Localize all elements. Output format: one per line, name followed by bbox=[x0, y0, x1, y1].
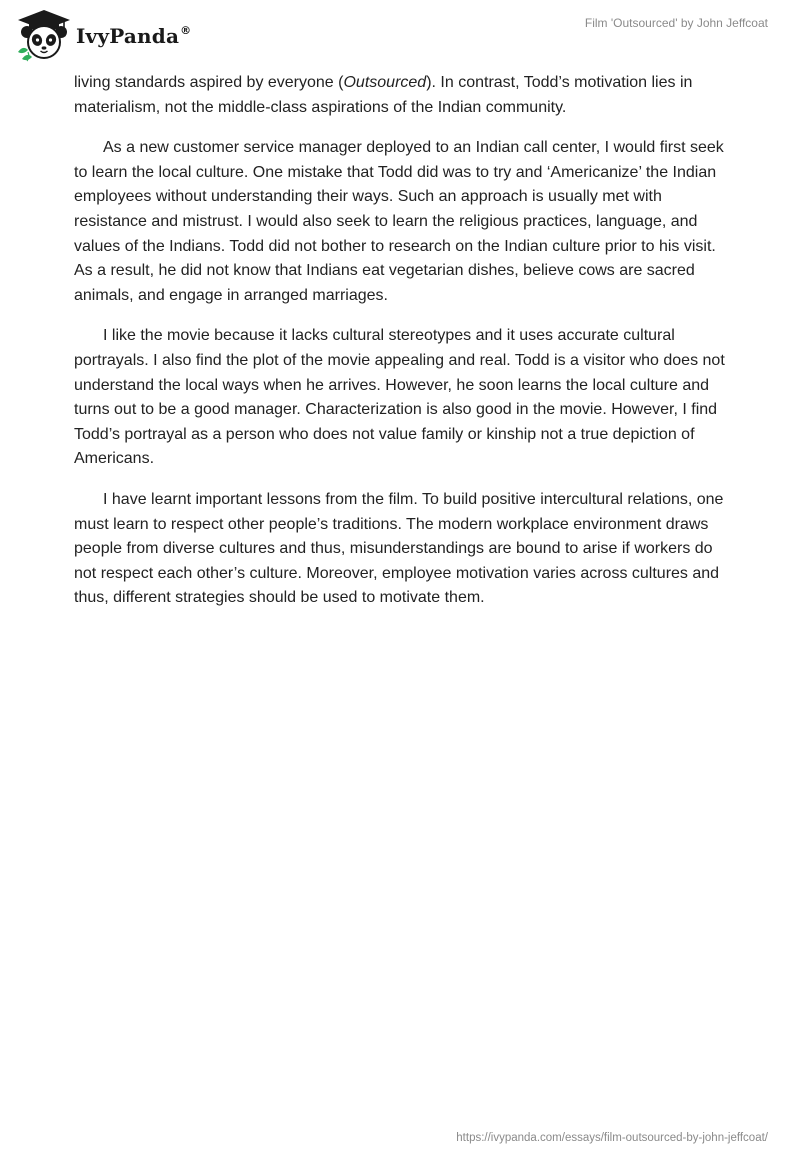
page-header bbox=[0, 0, 800, 70]
source-url-link[interactable]: https://ivypanda.com/essays/film-outsourced-by-john-jeffcoat/ bbox=[456, 1132, 768, 1144]
essay-body bbox=[74, 71, 734, 627]
paragraph-4: I have learnt important lessons from the film. To build positive intercultural relations, one must learn to respect other people’s traditions. The modern workplace environment draws people from diverse cultures and thus, misunderstandings are bound to arise if workers do not respect each other’s culture. Moreover, employee motivation varies across cultures and thus, different strategies should be used to motivate them. bbox=[74, 490, 724, 607]
paragraph-3: I like the movie because it lacks cultural stereotypes and it uses accurate cultural portrayals. I also find the plot of the movie appealing and real. Todd is a visitor who does not understand the local ways when he arrives. However, he soon learns the local culture and turns out to be a good manager. Characterization is also good in the movie. However, I find Todd’s portrayal as a person who does not value family or kinship not a true depiction of Americans. bbox=[74, 327, 725, 468]
document-title: Film 'Outsourced' by John Jeffcoat bbox=[584, 16, 768, 30]
panda-graduate-icon bbox=[14, 8, 74, 62]
paragraph-2: As a new customer service manager deployed to an Indian call center, I would first seek to learn the local culture. One mistake that Todd did was to try and ‘Americanize’ the Indian employees without understanding their ways. Such an approach is usually met with resistance and mistrust. I would also seek to learn the religious practices, language, and values of the Indians. Todd did not bother to research on the Indian culture prior to his visit. As a result, he did not know that Indians eat vegetarian dishes, believe cows are sacred animals, and engage in arranged marriages. bbox=[74, 139, 724, 304]
paragraph-1: living standards aspired by everyone (Outsourced). In contrast, Todd’s motivation lies in materialism, not the middle-class aspirations of the Indian community. bbox=[74, 74, 693, 116]
film-title-italic: Outsourced bbox=[343, 74, 427, 91]
ivypanda-logo[interactable] bbox=[14, 8, 191, 62]
registered-mark: ® bbox=[180, 24, 192, 37]
brand-name: IvyPanda® bbox=[76, 24, 192, 48]
